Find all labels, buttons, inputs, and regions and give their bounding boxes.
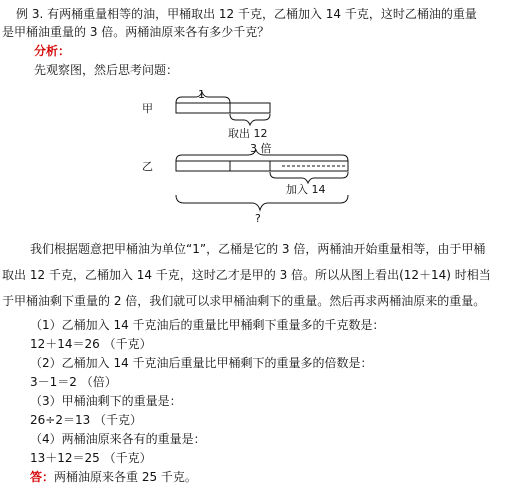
yi-add-bracket — [270, 172, 348, 183]
analysis-heading: 分析： — [34, 44, 71, 58]
step-2-formula: 3－1＝2 （倍） — [30, 375, 117, 389]
unit-label: 1 — [198, 88, 205, 101]
take-out-label: 取出 12 — [228, 127, 268, 140]
step-4-formula: 13＋12＝25 （千克） — [30, 451, 152, 465]
step-3-label: （3）甲桶油剩下的重量是： — [30, 394, 182, 408]
add-label: 加入 14 — [286, 183, 326, 196]
jia-take-out-bracket — [230, 114, 270, 125]
problem-line-2: 是甲桶油重量的 3 倍。两桶油原来各有多少千克？ — [2, 25, 270, 39]
step-1-label: （1）乙桶加入 14 千克油后的重量比甲桶剩下重量多的千克数是： — [30, 318, 385, 332]
analysis-intro: 先观察图，然后思考问题： — [34, 63, 179, 77]
total-brace — [176, 195, 348, 210]
yi-label: 乙 — [142, 160, 153, 173]
answer-text: 两桶油原来各重 25 千克。 — [54, 470, 197, 484]
times-label: 3 倍 — [250, 142, 272, 155]
jia-label: 甲 — [142, 102, 153, 115]
problem-line-1: 例 3. 有两桶重量相等的油，甲桶取出 12 千克，乙桶加入 14 千克，这时乙桶油的重量 — [16, 7, 477, 21]
answer-label: 答： — [30, 470, 55, 484]
step-3-formula: 26÷2＝13 （千克） — [30, 413, 143, 427]
step-4-label: （4）两桶油原来各有的重量是： — [30, 432, 206, 446]
step-2-label: （2）乙桶加入 14 千克油后重量比甲桶剩下的重量多的倍数是： — [30, 356, 373, 370]
explanation-line-1: 我们根据题意把甲桶油为单位“1”，乙桶是它的 3 倍，两桶油开始重量相等，由于甲桶 — [30, 242, 486, 256]
question-label: ? — [255, 212, 261, 225]
step-1-formula: 12＋14＝26 （千克） — [30, 337, 152, 351]
explanation-line-3: 于甲桶油剩下重量的 2 倍，我们就可以求甲桶油剩下的重量。然后再求两桶油原来的重量。 — [2, 294, 486, 308]
answer-line — [30, 469, 197, 485]
jia-bar — [176, 103, 270, 113]
explanation-line-2: 取出 12 千克，乙桶加入 14 千克，这时乙才是甲的 3 倍。所以从图上看出(12＋14) 时相当 — [2, 268, 491, 282]
